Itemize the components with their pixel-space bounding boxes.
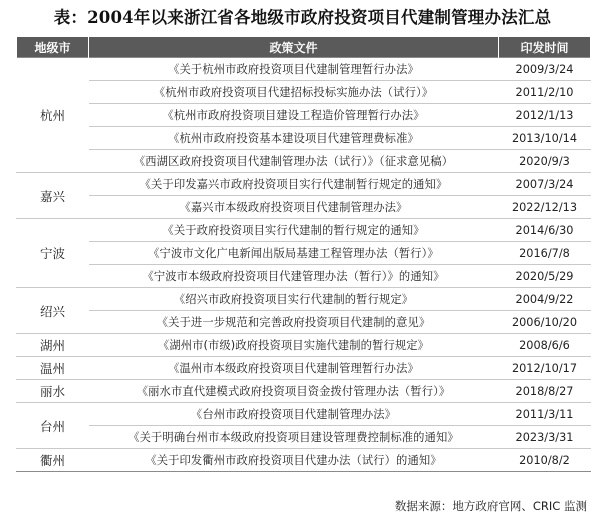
date-cell: 2013/10/14 (499, 127, 591, 150)
document-cell: 《杭州市政府投资项目代建招标投标实施办法（试行）》 (89, 81, 499, 104)
date-cell: 2011/2/10 (499, 81, 591, 104)
table-row (17, 242, 591, 265)
document-cell: 《关于进一步规范和完善政府投资项目代建制的意见》 (89, 311, 499, 334)
document-cell: 《杭州市政府投资基本建设项目代建管理费标准》 (89, 127, 499, 150)
city-cell: 杭州 (17, 58, 89, 173)
date-cell: 2018/8/27 (499, 380, 591, 403)
table-row (17, 334, 591, 357)
date-cell: 2012/1/13 (499, 104, 591, 127)
header-document: 政策文件 (89, 37, 499, 58)
document-cell: 《湖州市(市级)政府投资项目实施代建制的暂行规定》 (89, 334, 499, 357)
city-cell: 台州 (17, 403, 89, 449)
city-cell: 宁波 (17, 219, 89, 288)
table-row (17, 265, 591, 288)
document-cell: 《西湖区政府投资项目代建制管理办法（试行）》（征求意见稿） (89, 150, 499, 173)
date-cell: 2010/8/2 (499, 449, 591, 472)
date-cell: 2023/3/31 (499, 426, 591, 449)
table-title: 表：2004年以来浙江省各地级市政府投资项目代建制管理办法汇总 (53, 8, 552, 27)
table-row (17, 288, 591, 311)
document-cell: 《绍兴市政府投资项目实行代建制的暂行规定》 (89, 288, 499, 311)
document-cell: 《关于印发衢州市政府投资项目代建办法（试行）的通知》 (89, 449, 499, 472)
policy-table (16, 37, 591, 472)
table-row (17, 150, 591, 173)
table-row (17, 58, 591, 81)
document-cell: 《宁波市文化广电新闻出版局基建工程管理办法（暂行）》 (89, 242, 499, 265)
document-cell: 《关于政府投资项目实行代建制的暂行规定的通知》 (89, 219, 499, 242)
data-source: 数据来源：地方政府官网、CRIC 监测 (394, 499, 587, 513)
table-row (17, 449, 591, 472)
table-body (17, 58, 591, 472)
table-row (17, 426, 591, 449)
document-cell: 《嘉兴市本级政府投资项目代建制管理办法》 (89, 196, 499, 219)
table-row (17, 357, 591, 380)
date-cell: 2004/9/22 (499, 288, 591, 311)
document-cell: 《关于明确台州市本级政府投资项目建设管理费控制标准的通知》 (89, 426, 499, 449)
table-row (17, 196, 591, 219)
date-cell: 2016/7/8 (499, 242, 591, 265)
city-cell: 绍兴 (17, 288, 89, 334)
header-row (17, 37, 591, 58)
date-cell: 2006/10/20 (499, 311, 591, 334)
date-cell: 2022/12/13 (499, 196, 591, 219)
city-cell: 嘉兴 (17, 173, 89, 219)
date-cell: 2012/10/17 (499, 357, 591, 380)
document-cell: 《宁波市本级政府投资项目代建管理办法（暂行）》的通知》 (89, 265, 499, 288)
document-cell: 《关于印发嘉兴市政府投资项目实行代建制暂行规定的通知》 (89, 173, 499, 196)
city-cell: 湖州 (17, 334, 89, 357)
date-cell: 2009/3/24 (499, 58, 591, 81)
document-cell: 《关于杭州市政府投资项目代建制管理暂行办法》 (89, 58, 499, 81)
document-cell: 《丽水市直代建模式政府投资项目资金拨付管理办法（暂行）》 (89, 380, 499, 403)
document-cell: 《温州市本级政府投资项目代建制管理暂行办法》 (89, 357, 499, 380)
date-cell: 2014/6/30 (499, 219, 591, 242)
document-cell: 《杭州市政府投资项目建设工程造价管理暂行办法》 (89, 104, 499, 127)
date-cell: 2020/5/29 (499, 265, 591, 288)
header-date: 印发时间 (499, 37, 591, 58)
date-cell: 2007/3/24 (499, 173, 591, 196)
document-cell: 《台州市政府投资项目代建制管理办法》 (89, 403, 499, 426)
header-city: 地级市 (17, 37, 89, 58)
date-cell: 2008/6/6 (499, 334, 591, 357)
city-cell: 丽水 (17, 380, 89, 403)
table-row (17, 173, 591, 196)
table-row (17, 380, 591, 403)
table-row (17, 403, 591, 426)
table-row (17, 81, 591, 104)
city-cell: 衢州 (17, 449, 89, 472)
date-cell: 2020/9/3 (499, 150, 591, 173)
table-row (17, 127, 591, 150)
city-cell: 温州 (17, 357, 89, 380)
table-row (17, 104, 591, 127)
table-row (17, 311, 591, 334)
table-row (17, 219, 591, 242)
date-cell: 2011/3/11 (499, 403, 591, 426)
